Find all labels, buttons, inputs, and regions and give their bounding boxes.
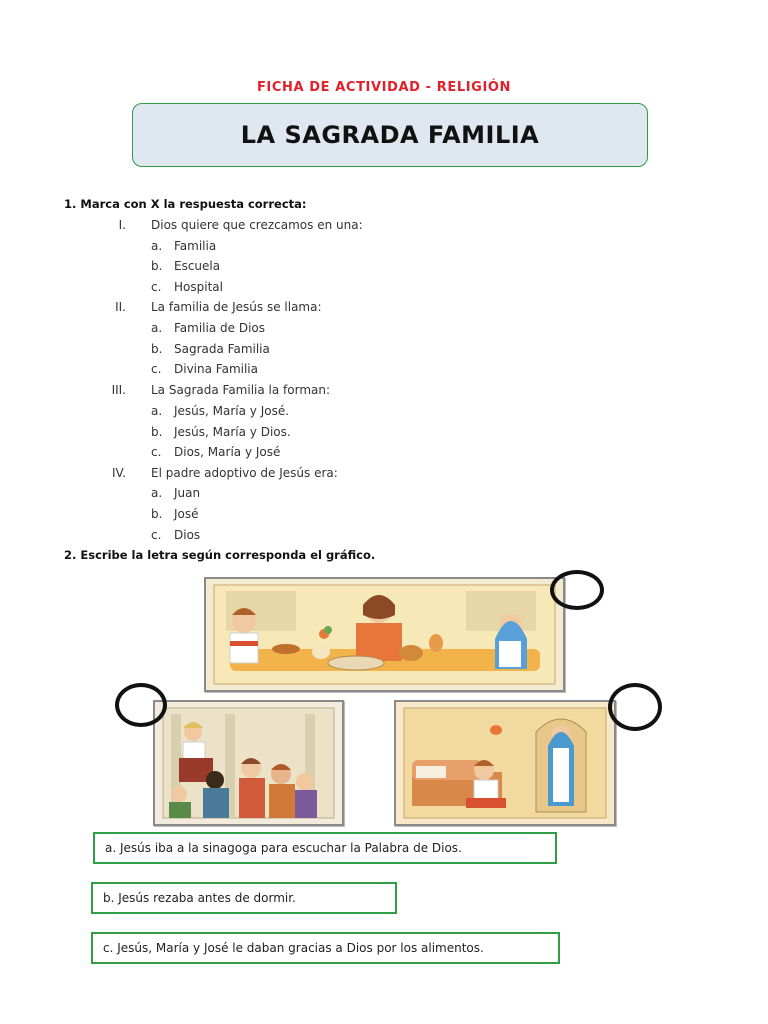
section1-heading: 1. Marca con X la respuesta correcta: bbox=[64, 197, 307, 211]
question-number: II. bbox=[115, 300, 126, 314]
option-letter: a. bbox=[151, 321, 163, 335]
option-letter: b. bbox=[151, 342, 163, 356]
section2-heading: 2. Escribe la letra según corresponda el gráfico. bbox=[64, 548, 376, 562]
question-number: I. bbox=[118, 218, 126, 232]
option-letter: a. bbox=[151, 239, 163, 253]
question-text: El padre adoptivo de Jesús era: bbox=[151, 466, 338, 480]
question-text: Dios quiere que crezcamos en una: bbox=[151, 218, 363, 232]
option-text[interactable]: Dios, María y José bbox=[174, 445, 281, 459]
question-number: III. bbox=[111, 383, 126, 397]
option-text[interactable]: Juan bbox=[174, 486, 201, 500]
option-text[interactable]: Escuela bbox=[174, 259, 221, 273]
option-text[interactable]: Familia bbox=[174, 239, 217, 253]
answer-box-a bbox=[93, 832, 557, 864]
worksheet-kicker: FICHA DE ACTIVIDAD - RELIGIÓN bbox=[256, 80, 512, 95]
option-text[interactable]: Divina Familia bbox=[174, 362, 258, 376]
option-text[interactable]: José bbox=[174, 507, 199, 521]
option-text[interactable]: Jesús, María y Dios. bbox=[174, 425, 291, 439]
question-text: La Sagrada Familia la forman: bbox=[151, 383, 331, 397]
page-title-text: LA SAGRADA FAMILIA bbox=[240, 121, 540, 149]
option-letter: a. bbox=[151, 404, 163, 418]
option-text[interactable]: Familia de Dios bbox=[174, 321, 265, 335]
option-text[interactable]: Jesús, María y José. bbox=[174, 404, 290, 418]
option-letter: c. bbox=[151, 445, 162, 459]
option-text[interactable]: Dios bbox=[174, 528, 201, 542]
question-number: IV. bbox=[111, 466, 126, 480]
page-title bbox=[132, 103, 648, 167]
answer-box-b bbox=[91, 882, 397, 914]
answer-oval-3[interactable] bbox=[608, 683, 662, 731]
option-letter: b. bbox=[151, 259, 163, 273]
option-letter: c. bbox=[151, 362, 162, 376]
answer-oval-1[interactable] bbox=[550, 570, 604, 610]
option-letter: a. bbox=[151, 486, 163, 500]
option-letter: b. bbox=[151, 507, 163, 521]
question-text: La familia de Jesús se llama: bbox=[151, 300, 322, 314]
option-letter: c. bbox=[151, 280, 162, 294]
answer-oval-2[interactable] bbox=[115, 683, 167, 727]
option-letter: c. bbox=[151, 528, 162, 542]
option-text[interactable]: Hospital bbox=[174, 280, 223, 294]
answer-text-a: a. Jesús iba a la sinagoga para escuchar la Palabra de Dios. bbox=[105, 841, 462, 855]
answer-text-b: b. Jesús rezaba antes de dormir. bbox=[103, 891, 296, 905]
family-meal-illustration bbox=[204, 577, 565, 692]
answer-text-c: c. Jesús, María y José le daban gracias a Dios por los alimentos. bbox=[103, 941, 484, 955]
option-text[interactable]: Sagrada Familia bbox=[174, 342, 270, 356]
synagogue-illustration bbox=[153, 700, 344, 826]
option-letter: b. bbox=[151, 425, 163, 439]
answer-box-c bbox=[91, 932, 560, 964]
bedtime-prayer-illustration bbox=[394, 700, 616, 826]
